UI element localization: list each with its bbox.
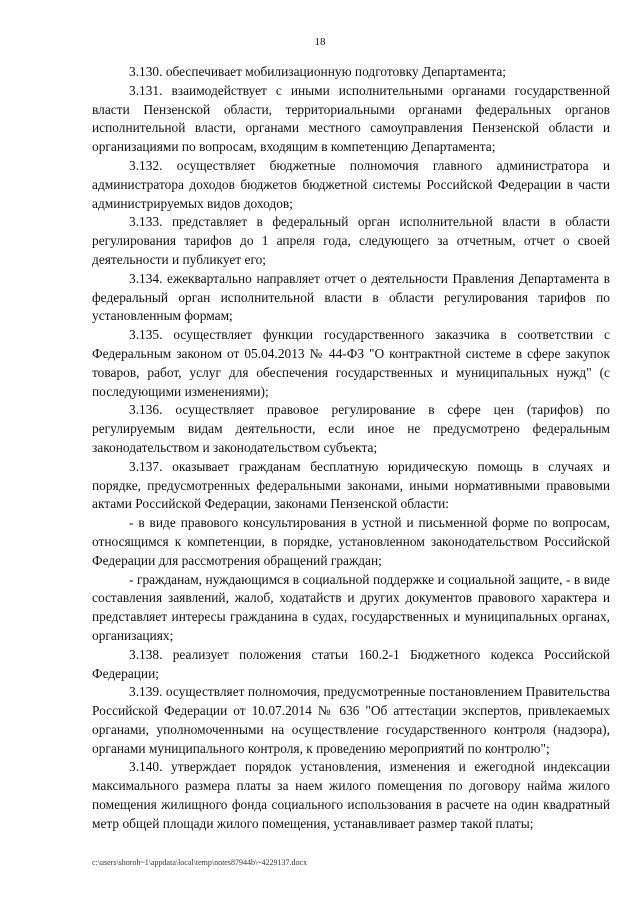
paragraph-3-138: 3.138. реализует положения статьи 160.2-1 Бюджетного кодекса Российской Федерации; [92,646,610,681]
list-item-legal-consultation: - в виде правового консультирования в устной и письменной форме по вопросам, относящимся к компетенции, в порядке, установленном законодательством Российской Федерации для рассмотрения обращений граждан; [92,515,610,568]
paragraph-3-135: 3.135. осуществляет функции государственного заказчика в соответствии с Федеральным законом от 05.04.2013 № 44-ФЗ "О контрактной системе в сфере закупок товаров, работ, услуг для обеспечения государственных и муниципальных нужд" (с последующими изменениями); [92,327,610,399]
document-body [92,63,610,834]
paragraph-3-130: 3.130. обеспечивает мобилизационную подготовку Департамента; [129,64,507,79]
paragraph-3-140: 3.140. утверждает порядок установления, изменения и ежегодной индексации максимального размера платы за наем жилого помещения по договору найма жилого помещения жилищного фонда социального использования в расчете на один квадратный метр общей площади жилого помещения, устанавливает размер такой платы; [92,759,610,831]
paragraph-3-134: 3.134. ежеквартально направляет отчет о деятельности Правления Департамента в федеральный орган исполнительной власти в области регулирования тарифов по установленным формам; [92,270,610,324]
list-item-social-support: - гражданам, нуждающимся в социальной поддержке и социальной защите, - в виде составления заявлений, жалоб, ходатайств и других документов правового характера и представляет интересы гражданина в судах, государственных и муниципальных органах, организациях; [92,571,610,643]
paragraph-3-131: 3.131. взаимодействует с иными исполнительными органами государственной власти Пензенской области, территориальными органами федеральных органов исполнительной власти, органами местного самоуправления Пензенской области и организациями по вопросам, входящим в компетенцию Департамента; [92,82,610,155]
paragraph-3-139: 3.139. осуществляет полномочия, предусмотренные постановлением Правительства Российской Федерации от 10.07.2014 № 636 "Об аттестации экспертов, привлекаемых органами, уполномоченными на осуществление государственного контроля (надзора), органами муниципального контроля, к проведению мероприятий по контролю"; [92,684,610,756]
paragraph-3-137: 3.137. оказывает гражданам бесплатную юридическую помощь в случаях и порядке, предусмотренных федеральными законами, иными нормативными правовыми актами Российской Федерации, законами Пензенской области: [92,458,610,512]
paragraph-3-133: 3.133. представляет в федеральный орган исполнительной власти в области регулирования тарифов до 1 апреля года, следующего за отчетным, отчет о своей деятельности и публикует его; [92,214,610,267]
paragraph-3-136: 3.136. осуществляет правовое регулирование в сфере цен (тарифов) по регулируемым видам деятельности, если иное не предусмотрено федеральным законодательством и законодательством субъекта; [92,402,610,455]
page-number: 18 [314,36,326,48]
paragraph-3-132: 3.132. осуществляет бюджетные полномочия главного администратора и администратора доходов бюджетов бюджетной системы Российской Федерации в части администрируемых видов доходов; [92,157,610,211]
footer-file-path: c:\users\shoroh~1\appdata\local\temp\notes87944b\~4229137.docx [92,858,308,867]
